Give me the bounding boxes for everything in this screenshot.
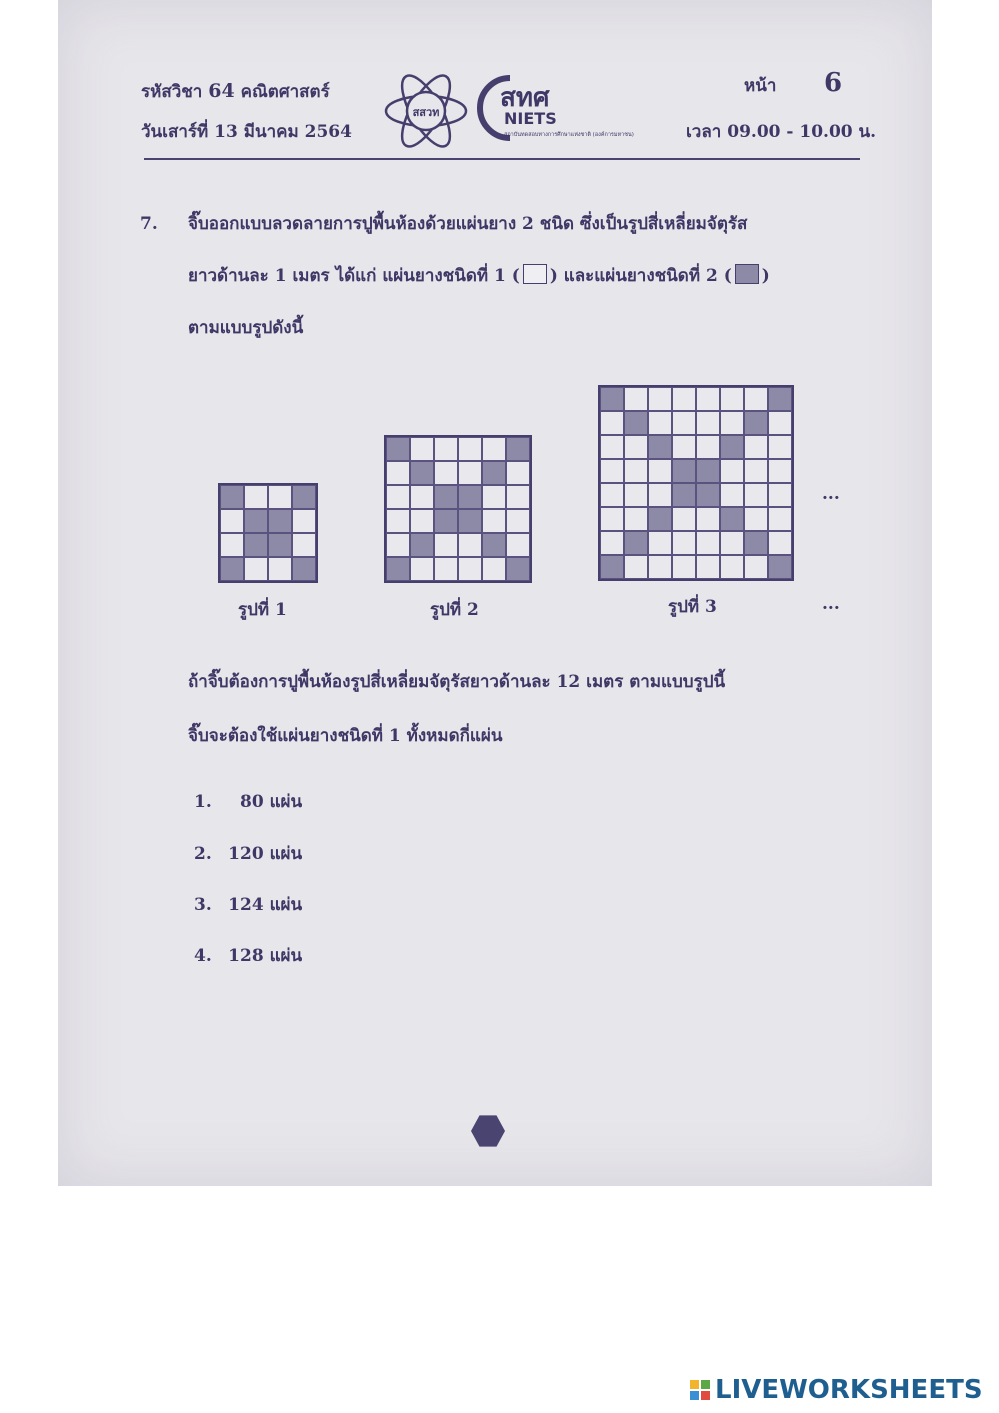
tile-type-1 <box>720 459 744 483</box>
tile-type-1 <box>410 509 434 533</box>
tile-type-1 <box>768 531 792 555</box>
choice-3-value: 124 <box>228 895 264 915</box>
tile-type-1 <box>648 411 672 435</box>
tile-type-1 <box>744 507 768 531</box>
tile-type-1 <box>720 555 744 579</box>
tile-type-1 <box>244 557 268 581</box>
tile-type-1 <box>600 435 624 459</box>
tile-type-1 <box>482 509 506 533</box>
choice-4-value: 128 <box>228 946 264 966</box>
tile-type-2 <box>696 459 720 483</box>
tile-type-1 <box>768 507 792 531</box>
tile-type-1 <box>458 557 482 581</box>
niets-logo-caption: สถาบันทดสอบทางการศึกษาแห่งชาติ (องค์การมหาชน) <box>504 132 634 138</box>
tile-type-1 <box>506 461 530 485</box>
tile-type-1 <box>458 461 482 485</box>
tile-type-1 <box>744 483 768 507</box>
tile-type-1 <box>410 557 434 581</box>
tile-type-1 <box>268 557 292 581</box>
date-day: 13 <box>214 122 238 142</box>
tile-type-1 <box>672 387 696 411</box>
ipst-logo-text: สสวท <box>412 106 440 119</box>
liveworksheets-watermark <box>690 1375 983 1405</box>
tile-type-1 <box>386 461 410 485</box>
tile-type-2 <box>244 509 268 533</box>
tile-type-2-swatch <box>735 264 759 284</box>
tile-type-1 <box>624 507 648 531</box>
tile-type-1 <box>672 555 696 579</box>
tile-type-1 <box>720 411 744 435</box>
subject-name: คณิตศาสตร์ <box>240 82 330 102</box>
tile-type-1 <box>696 531 720 555</box>
figure-1-label: รูปที่ 1 <box>238 600 287 620</box>
date-line <box>141 118 352 145</box>
tile-type-2 <box>768 555 792 579</box>
tile-type-1 <box>386 533 410 557</box>
date-prefix: วันเสาร์ที่ <box>141 122 209 142</box>
choice-2-unit: แผ่น <box>269 844 303 864</box>
tile-type-2 <box>696 483 720 507</box>
tile-type-1 <box>696 435 720 459</box>
question-line-3: ตามแบบรูปดังนี้ <box>188 318 304 338</box>
tile-type-2 <box>458 485 482 509</box>
tile-type-1 <box>434 461 458 485</box>
tile-type-2 <box>672 483 696 507</box>
tile-type-1 <box>720 483 744 507</box>
tile-type-2 <box>648 507 672 531</box>
tile-type-2 <box>410 461 434 485</box>
tile-type-2 <box>410 533 434 557</box>
tile-type-1 <box>768 459 792 483</box>
tile-type-2 <box>624 531 648 555</box>
date-year: 2564 <box>304 122 352 142</box>
choice-4-number: 4. <box>194 946 212 966</box>
question-number: 7. <box>140 214 158 234</box>
choice-1-number: 1. <box>194 792 212 812</box>
tile-type-1 <box>410 485 434 509</box>
date-month: มีนาคม <box>243 122 299 142</box>
tile-type-1 <box>624 555 648 579</box>
tile-type-1 <box>244 485 268 509</box>
tile-type-2 <box>244 533 268 557</box>
tile-type-1 <box>624 387 648 411</box>
tile-type-1 <box>672 531 696 555</box>
ellipsis-figure: ... <box>822 484 840 504</box>
tile-type-1 <box>482 485 506 509</box>
choice-3-unit: แผ่น <box>269 895 303 915</box>
tile-type-1 <box>744 387 768 411</box>
tile-type-1 <box>648 483 672 507</box>
tile-type-2 <box>220 485 244 509</box>
niets-logo <box>476 72 646 148</box>
tile-type-1 <box>386 485 410 509</box>
tile-type-1 <box>220 509 244 533</box>
choice-3[interactable] <box>194 891 302 918</box>
tile-type-2 <box>434 509 458 533</box>
figure-2-label: รูปที่ 2 <box>430 600 479 620</box>
tile-type-2 <box>386 557 410 581</box>
tile-type-1 <box>648 531 672 555</box>
question-line-2-c: ) <box>761 266 770 286</box>
tile-type-2 <box>434 485 458 509</box>
figure-2-grid <box>384 435 532 583</box>
tile-type-1 <box>768 411 792 435</box>
tile-type-1 <box>482 557 506 581</box>
question-line-2 <box>188 262 770 289</box>
liveworksheets-text: LIVEWORKSHEETS <box>715 1375 983 1405</box>
exam-time: เวลา 09.00 - 10.00 น. <box>686 122 877 142</box>
tile-type-2 <box>744 411 768 435</box>
liveworksheets-logo-icon <box>690 1380 710 1400</box>
niets-logo-en: NIETS <box>504 109 557 128</box>
tile-type-2 <box>506 437 530 461</box>
niets-logo-thai: สทศ <box>500 83 550 113</box>
tile-type-1 <box>600 459 624 483</box>
choice-4-unit: แผ่น <box>269 946 303 966</box>
tile-type-2 <box>720 435 744 459</box>
page-number: 6 <box>824 68 843 98</box>
tile-type-1 <box>600 507 624 531</box>
tile-type-1 <box>600 531 624 555</box>
choice-2[interactable] <box>194 840 302 867</box>
tile-type-2 <box>292 485 316 509</box>
tile-type-2 <box>268 533 292 557</box>
tile-type-2 <box>506 557 530 581</box>
page-prefix: หน้า <box>744 76 777 96</box>
tile-type-1 <box>292 509 316 533</box>
tile-type-1 <box>386 509 410 533</box>
tile-type-1 <box>648 459 672 483</box>
tile-type-1 <box>458 533 482 557</box>
choice-2-number: 2. <box>194 844 212 864</box>
tile-type-2 <box>600 387 624 411</box>
tile-type-1 <box>624 435 648 459</box>
tile-type-1 <box>648 555 672 579</box>
tile-type-1 <box>600 411 624 435</box>
tile-type-1 <box>458 437 482 461</box>
tile-type-1 <box>220 533 244 557</box>
figure-3-grid <box>598 385 794 581</box>
tile-type-1 <box>720 387 744 411</box>
subject-prefix: รหัสวิชา <box>141 82 203 102</box>
tile-type-1 <box>600 483 624 507</box>
tile-type-2 <box>768 387 792 411</box>
choice-1[interactable] <box>194 788 302 815</box>
tile-type-1 <box>624 459 648 483</box>
tile-type-1 <box>696 387 720 411</box>
tile-type-1 <box>648 387 672 411</box>
tile-type-1 <box>506 485 530 509</box>
question-line-5: จิ๊บจะต้องใช้แผ่นยางชนิดที่ 1 ทั้งหมดกี่แผ่น <box>188 726 503 746</box>
header-rule <box>144 158 860 160</box>
tile-type-1 <box>696 555 720 579</box>
tile-type-1 <box>744 459 768 483</box>
tile-type-2 <box>220 557 244 581</box>
tile-type-2 <box>458 509 482 533</box>
tile-type-1 <box>696 507 720 531</box>
tile-type-1-swatch <box>523 264 547 284</box>
ipst-logo <box>380 66 472 156</box>
figure-3-label: รูปที่ 3 <box>668 597 717 617</box>
tile-type-2 <box>744 531 768 555</box>
tile-type-1 <box>768 483 792 507</box>
page-label <box>744 72 776 99</box>
tile-type-1 <box>744 435 768 459</box>
question-line-1: จิ๊บออกแบบลวดลายการปูพื้นห้องด้วยแผ่นยาง 2 ชนิด ซึ่งเป็นรูปสี่เหลี่ยมจัตุรัส <box>188 214 748 234</box>
tile-type-1 <box>672 507 696 531</box>
choice-3-number: 3. <box>194 895 212 915</box>
choice-1-value: 80 <box>240 792 264 812</box>
page-end-hexagon <box>471 1114 505 1148</box>
tile-type-1 <box>720 531 744 555</box>
tile-type-2 <box>482 461 506 485</box>
choice-4[interactable] <box>194 942 302 969</box>
tile-type-1 <box>506 533 530 557</box>
tile-type-2 <box>482 533 506 557</box>
tile-type-2 <box>268 509 292 533</box>
tile-type-1 <box>768 435 792 459</box>
question-line-2-a: ยาวด้านละ 1 เมตร ได้แก่ แผ่นยางชนิดที่ 1 ( <box>188 266 520 286</box>
scanned-page <box>58 0 932 1186</box>
tile-type-1 <box>624 483 648 507</box>
tile-type-2 <box>720 507 744 531</box>
subject-line <box>141 78 330 105</box>
tile-type-2 <box>600 555 624 579</box>
tile-type-1 <box>410 437 434 461</box>
tile-type-1 <box>672 435 696 459</box>
tile-type-2 <box>672 459 696 483</box>
tile-type-2 <box>648 435 672 459</box>
tile-type-1 <box>292 533 316 557</box>
figure-1-grid <box>218 483 318 583</box>
choice-2-value: 120 <box>228 844 264 864</box>
tile-type-1 <box>744 555 768 579</box>
tile-type-1 <box>268 485 292 509</box>
question-line-4: ถ้าจิ๊บต้องการปูพื้นห้องรูปสี่เหลี่ยมจัตุรัสยาวด้านละ 12 เมตร ตามแบบรูปนี้ <box>188 672 726 692</box>
tile-type-1 <box>696 411 720 435</box>
question-line-2-b: ) และแผ่นยางชนิดที่ 2 ( <box>549 266 732 286</box>
tile-type-2 <box>386 437 410 461</box>
tile-type-1 <box>434 557 458 581</box>
tile-type-2 <box>292 557 316 581</box>
tile-type-1 <box>672 411 696 435</box>
tile-type-1 <box>434 533 458 557</box>
ellipsis-label: ... <box>822 594 840 614</box>
tile-type-1 <box>434 437 458 461</box>
tile-type-1 <box>506 509 530 533</box>
subject-code: 64 <box>208 80 235 102</box>
tile-type-1 <box>482 437 506 461</box>
choice-1-unit: แผ่น <box>269 792 303 812</box>
tile-type-2 <box>624 411 648 435</box>
